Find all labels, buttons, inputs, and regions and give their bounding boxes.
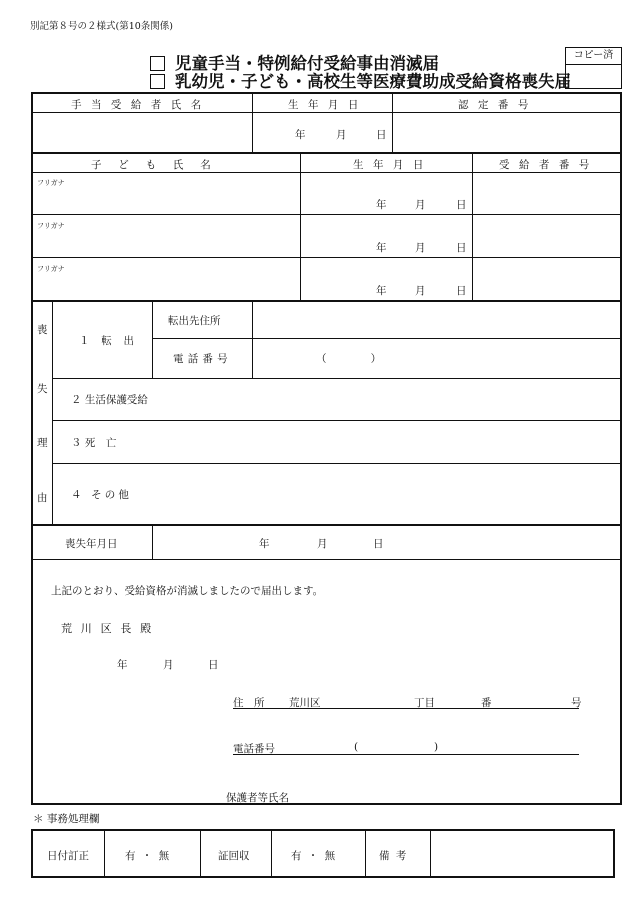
- cert-number-field[interactable]: [393, 113, 620, 152]
- header-dob-2: 生年月日: [353, 159, 433, 171]
- submit-month: 月: [163, 659, 174, 671]
- phone-line[interactable]: [233, 754, 579, 755]
- reason-char-4: 由: [37, 492, 48, 504]
- reason-welfare[interactable]: ２ 生活保護受給: [71, 394, 148, 406]
- submit-year: 年: [117, 659, 128, 671]
- office-use-table: [31, 829, 615, 878]
- form-reference: 別記第８号の２様式(第10条関係): [30, 21, 174, 32]
- remarks-field[interactable]: [431, 831, 613, 876]
- child3-day: 日: [456, 285, 467, 297]
- copy-stamp-box: [565, 47, 622, 89]
- reason-char-3: 理: [37, 437, 48, 449]
- recipient-dob-day: 日: [376, 129, 387, 141]
- signer-phone-open: (: [354, 741, 359, 753]
- loss-date-year: 年: [259, 538, 270, 550]
- remarks-label: 備考: [379, 850, 413, 862]
- addressee: 荒川区長殿: [61, 622, 160, 635]
- copy-label: コピー済: [566, 48, 621, 65]
- reason-char-2: 失: [37, 383, 48, 395]
- child3-month: 月: [415, 285, 426, 297]
- office-use-label: ＊ 事務処理欄: [33, 813, 100, 825]
- recipient-dob-year: 年: [295, 129, 306, 141]
- furigana-1: フリガナ: [37, 179, 65, 187]
- reason-death[interactable]: ３ 死 亡: [71, 437, 117, 449]
- header-recipient-name: 手当受給者氏名: [71, 99, 211, 111]
- address-ban: 番: [481, 697, 492, 709]
- child1-day: 日: [456, 199, 467, 211]
- header-cert-number: 認定番号: [458, 99, 538, 111]
- loss-date-day: 日: [373, 538, 384, 550]
- child1-year: 年: [376, 199, 387, 211]
- guardian-name-line[interactable]: [226, 803, 582, 804]
- guardian-name-label: 保護者等氏名: [226, 792, 289, 804]
- address-ward: 荒川区: [289, 697, 321, 709]
- loss-date-label: 喪失年月日: [65, 538, 118, 550]
- title-text-1: 児童手当・特例給付受給事由消滅届: [175, 54, 439, 73]
- child3-year: 年: [376, 285, 387, 297]
- statement-text: 上記のとおり、受給資格が消滅しましたので届出します。: [51, 585, 324, 597]
- cert-collect-label: 証回収: [218, 850, 250, 862]
- child2-month: 月: [415, 242, 426, 254]
- address-chome: 丁目: [414, 697, 435, 709]
- child2-day: 日: [456, 242, 467, 254]
- reason-move-out[interactable]: １ 転 出: [79, 335, 139, 347]
- cert-collect-yes-no[interactable]: 有・無: [291, 850, 342, 862]
- header-recipient-no: 受給者番号: [499, 159, 599, 171]
- recipient-name-field[interactable]: [33, 113, 252, 152]
- reason-char-1: 喪: [37, 324, 48, 336]
- signer-phone-label: 電話番号: [233, 743, 275, 755]
- child2-year: 年: [376, 242, 387, 254]
- date-correction-yes-no[interactable]: 有・無: [125, 850, 176, 862]
- child1-month: 月: [415, 199, 426, 211]
- header-child-name: 子ども氏名: [91, 159, 228, 171]
- title-text-2: 乳幼児・子ども・高校生等医療費助成受給資格喪失届: [175, 72, 571, 91]
- header-dob-1: 生年月日: [288, 99, 368, 111]
- phone-parens[interactable]: （ ）: [316, 353, 385, 365]
- new-address-label: 転出先住所: [168, 315, 221, 327]
- checkbox-medical-subsidy[interactable]: [150, 74, 165, 89]
- furigana-2: フリガナ: [37, 222, 65, 230]
- title-medical-subsidy: [150, 68, 571, 92]
- address-go: 号: [571, 697, 582, 709]
- main-form-frame: [31, 92, 622, 805]
- date-correction-label: 日付訂正: [47, 850, 89, 862]
- reason-other[interactable]: ４ その他: [71, 489, 133, 501]
- loss-date-month: 月: [317, 538, 328, 550]
- recipient-dob-month: 月: [336, 129, 347, 141]
- signer-phone-close: ): [434, 741, 439, 753]
- phone-label: 電話番号: [173, 353, 232, 365]
- address-line[interactable]: [233, 708, 579, 709]
- new-address-field[interactable]: [253, 303, 620, 338]
- address-label: 住 所: [233, 697, 265, 709]
- submit-day: 日: [208, 659, 219, 671]
- furigana-3: フリガナ: [37, 265, 65, 273]
